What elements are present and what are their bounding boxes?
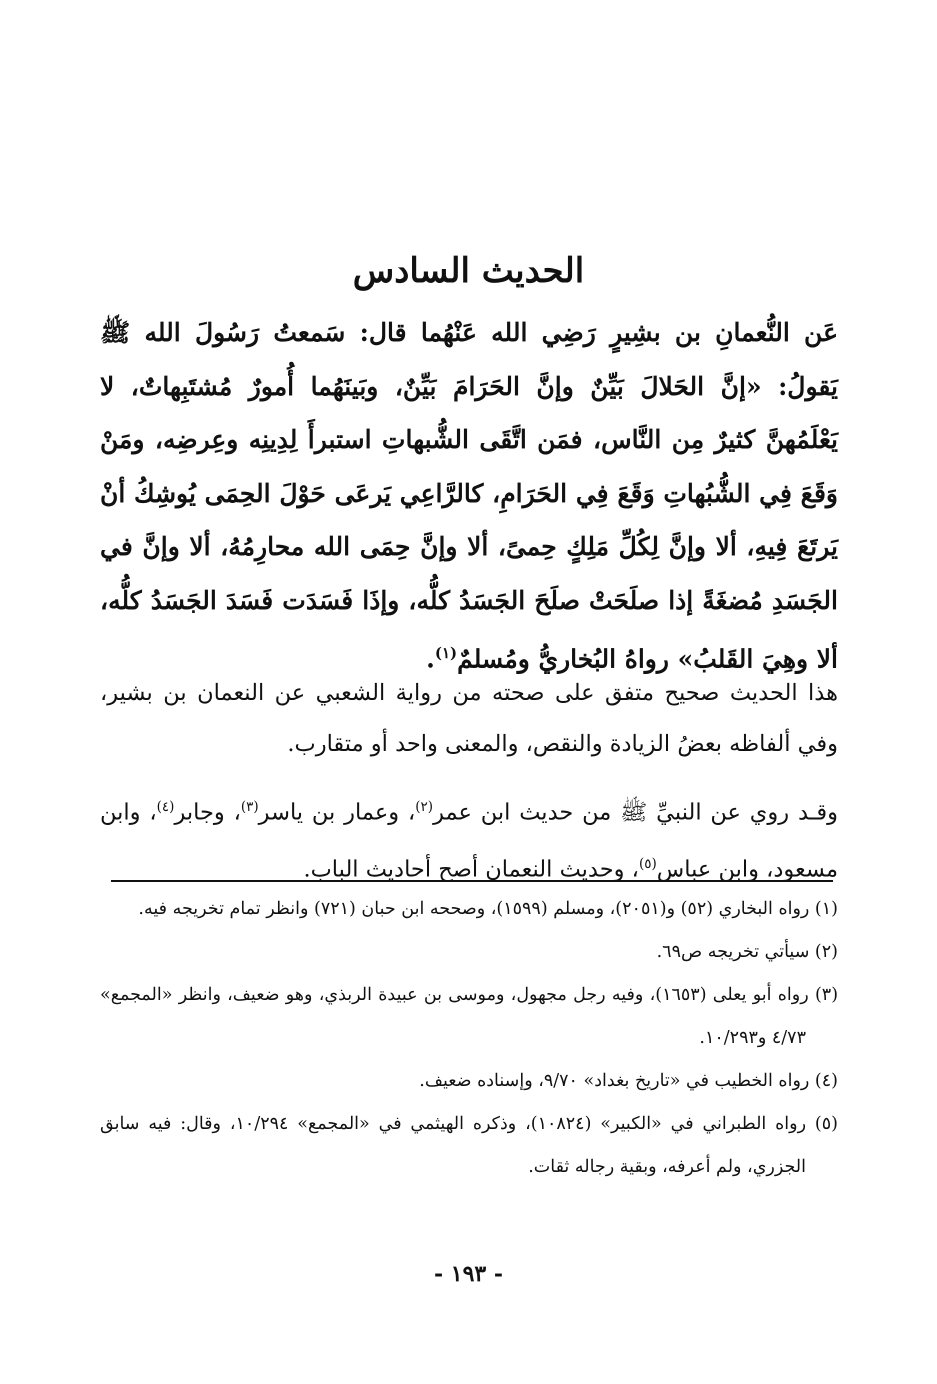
footnote-ref-2: (٢) <box>415 799 434 815</box>
para2-segment-5: ، وحديث النعمان أصح أحاديث الباب. <box>303 856 639 882</box>
commentary-paragraph-1: هذا الحديث صحيح متفق على صحته من رواية الشعبي عن النعمان بن بشير، وفي ألفاظه بعضُ الزيادة والنقص، والمعنى واحد أو متقارب. <box>100 680 838 757</box>
hadith-body: عَن النُّعمانِ بن بشِيرٍ رَضِي الله عَنْهُما قال: سَمعتُ رَسُولَ الله ﷺ يَقولُ: «إنَّ الحَلالَ بَيِّنٌ وإنَّ الحَرَامَ بَيِّنٌ، وبَينَهُما أُمورٌ مُشتَبِهاتٌ، لا يَعْلَمُهنَّ كثيرٌ مِن النَّاس، فمَن اتَّقَى الشُّبهاتِ استبرأَ لِدِينِه وعِرضِه، ومَنْ وَقَعَ فِي الشُّبُهاتِ وَقَعَ فِي الحَرَامِ، كالرَّاعِي يَرعَى حَوْلَ الحِمَى يُوشِكُ أنْ يَرتَعَ فِيهِ، ألا وإنَّ لِكُلِّ مَلِكٍ حِمىً، ألا وإنَّ حِمَى الله محارِمُهُ، ألا وإنَّ في الجَسَدِ مُضغَةً إذا صلَحَتْ صلَحَ الجَسَدُ كلُّه، وإذَا فَسَدَت فَسَدَ الجَسَدُ كلُّه، ألا وهِيَ القَلبُ» رواهُ البُخاريُّ ومُسلمٌ <box>100 318 838 674</box>
hadith-footnote-ref: (١) <box>434 644 458 662</box>
footnote-ref-5: (٥) <box>638 855 657 872</box>
footnote-ref-3: (٣) <box>240 799 259 815</box>
page-number: - ١٩٣ - <box>433 1261 504 1287</box>
para2-segment-3: ، وجابر <box>174 799 241 826</box>
footnote-5: (٥) رواه الطبراني في «الكبير» (١٠٨٢٤)، وذكره الهيثمي في «المجمع» ١٠/٢٩٤، وقال: فيه سابق الجزري، ولم أعرفه، وبقية رجاله ثقات. <box>100 1114 838 1177</box>
footnote-ref-4: (٤) <box>156 799 175 815</box>
para2-segment-4: ، وابن مسعود، وابن عباس <box>100 799 838 882</box>
footnote-4: (٤) رواه الخطيب في «تاريخ بغداد» ٩/٧٠، وإسناده ضعيف. <box>419 1071 838 1091</box>
para2-segment-1: وقـد روي عن النبيِّ ﷺ من حديث ابن عمر <box>433 799 839 826</box>
footnote-2: (٢) سيأتي تخريجه ص٦٩. <box>656 942 838 962</box>
footnote-separator <box>111 880 833 882</box>
hadith-text <box>100 306 838 686</box>
hadith-end: . <box>426 644 435 674</box>
footnote-1: (١) رواه البخاري (٥٢) و(٢٠٥١)، ومسلم (١٥٩٩)، وصححه ابن حبان (٧٢١) وانظر تمام تخريجه فيه. <box>138 899 838 919</box>
page-title: الحديث السادس <box>352 251 585 291</box>
commentary-paragraph-2 <box>100 782 838 895</box>
footnotes <box>100 888 838 1189</box>
para2-segment-2: ، وعمار بن ياسر <box>258 799 416 826</box>
footnote-3: (٣) رواه أبو يعلى (١٦٥٣)، وفيه رجل مجهول، وموسى بن عبيدة الربذي، وهو ضعيف، وانظر «المجمع» ٤/٧٣ و١٠/٢٩٣. <box>100 985 839 1048</box>
